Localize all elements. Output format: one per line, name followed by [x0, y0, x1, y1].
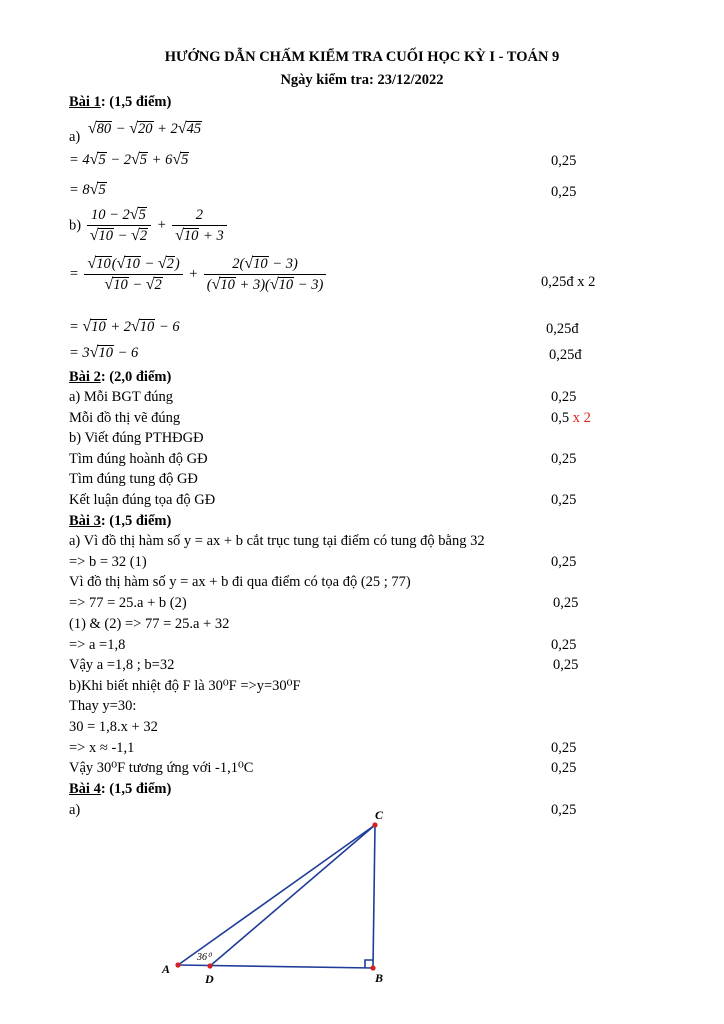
score: 0,25đ x 2: [541, 274, 596, 290]
score: 0,25: [553, 595, 579, 611]
bai3-line: 30 = 1,8.x + 32: [69, 719, 158, 735]
bai1-heading: Bài 1: (1,5 điểm): [69, 94, 172, 110]
score: 0,25: [551, 492, 577, 508]
label-D: D: [205, 972, 214, 986]
score: 0,25: [551, 153, 577, 169]
bai3-line: => a =1,8: [69, 637, 126, 653]
bai2-line: Kết luận đúng tọa độ GĐ: [69, 492, 216, 508]
bai2-line: a) Mỗi BGT đúng: [69, 389, 174, 405]
score: 0,25: [551, 451, 577, 467]
score: 0,25đ: [546, 321, 579, 337]
bai3-line: Vậy 30⁰F tương ứng với -1,1⁰C: [69, 760, 254, 776]
score: 0,25: [551, 637, 577, 653]
score: 0,25đ: [549, 347, 582, 363]
angle-label: 36⁰: [197, 952, 212, 963]
bai1-b-step2: = √10 + 2√10 − 6: [69, 318, 180, 335]
bai1-b-step3: = 3√10 − 6: [69, 344, 139, 361]
segment-AB: [178, 965, 373, 968]
score: 0,25: [551, 740, 577, 756]
bai2-heading: Bài 2: (2,0 điểm): [69, 369, 172, 385]
bai3-line: => 77 = 25.a + b (2): [69, 595, 187, 611]
exam-date: Ngày kiểm tra: 23/12/2022: [280, 72, 444, 88]
bai1-a-expression: a) √80 − √20 + 2√45: [69, 120, 202, 145]
score: 0,25: [551, 802, 577, 818]
score: 0,25: [551, 389, 577, 405]
bai3-line: a) Vì đồ thị hàm số y = ax + b cắt trục tung tại điểm có tung độ bằng 32: [69, 533, 485, 549]
score: 0,25: [551, 184, 577, 200]
bai3-line: => x ≈ -1,1: [69, 740, 135, 756]
bai3-line: Vậy a =1,8 ; b=32: [69, 657, 175, 673]
segment-AC: [178, 825, 375, 965]
point-B: [370, 965, 375, 970]
score: 0,5 x 2: [551, 410, 591, 426]
bai3-line: => b = 32 (1): [69, 554, 147, 570]
bai4-a-label: a): [69, 802, 81, 818]
bai3-line: Thay y=30:: [69, 698, 137, 714]
bai2-line: b) Viết đúng PTHĐGĐ: [69, 430, 204, 446]
point-D: [207, 963, 212, 968]
label-A: A: [162, 962, 171, 976]
bai3-line: Vì đồ thị hàm số y = ax + b đi qua điểm có tọa độ (25 ; 77): [69, 574, 411, 590]
bai1-a-step1: = 4√5 − 2√5 + 6√5: [69, 151, 189, 168]
bai2-line: Tìm đúng hoành độ GĐ: [69, 451, 208, 467]
segment-DC: [210, 825, 375, 966]
bai1-b-expression: b) $\frac{10 - 2√5}{√10 - √2}$ + $\frac{2}{√10 + 3}$: [69, 206, 229, 245]
bai1-a-step2: = 8√5: [69, 181, 106, 198]
bai3-line: (1) & (2) => 77 = 25.a + 32: [69, 616, 230, 632]
bai2-line: Mỗi đồ thị vẽ đúng: [69, 410, 181, 426]
bai1-b-step1: = $\frac{√10(√10 - √2)}{√10 - √2}$ + $\frac{2(√10 - 3)}{(√10 + 3)(√10 - 3)}$: [69, 255, 328, 294]
segment-CB: [373, 825, 375, 968]
bai3-heading: Bài 3: (1,5 điểm): [69, 513, 172, 529]
bai4-heading: Bài 4: (1,5 điểm): [69, 781, 172, 797]
document-title: HƯỚNG DẪN CHẤM KIỂM TRA CUỐI HỌC KỲ I - TOÁN 9: [164, 49, 560, 65]
point-C: [372, 822, 377, 827]
triangle-figure: [150, 805, 410, 995]
label-B: B: [375, 971, 384, 985]
score: 0,25: [553, 657, 579, 673]
point-A: [175, 962, 180, 967]
bai2-line: Tìm đúng tung độ GĐ: [69, 471, 198, 487]
bai3-line: b)Khi biết nhiệt độ F là 30⁰F =>y=30⁰F: [69, 678, 301, 694]
label-C: C: [375, 808, 384, 822]
score: 0,25: [551, 760, 577, 776]
score: 0,25: [551, 554, 577, 570]
